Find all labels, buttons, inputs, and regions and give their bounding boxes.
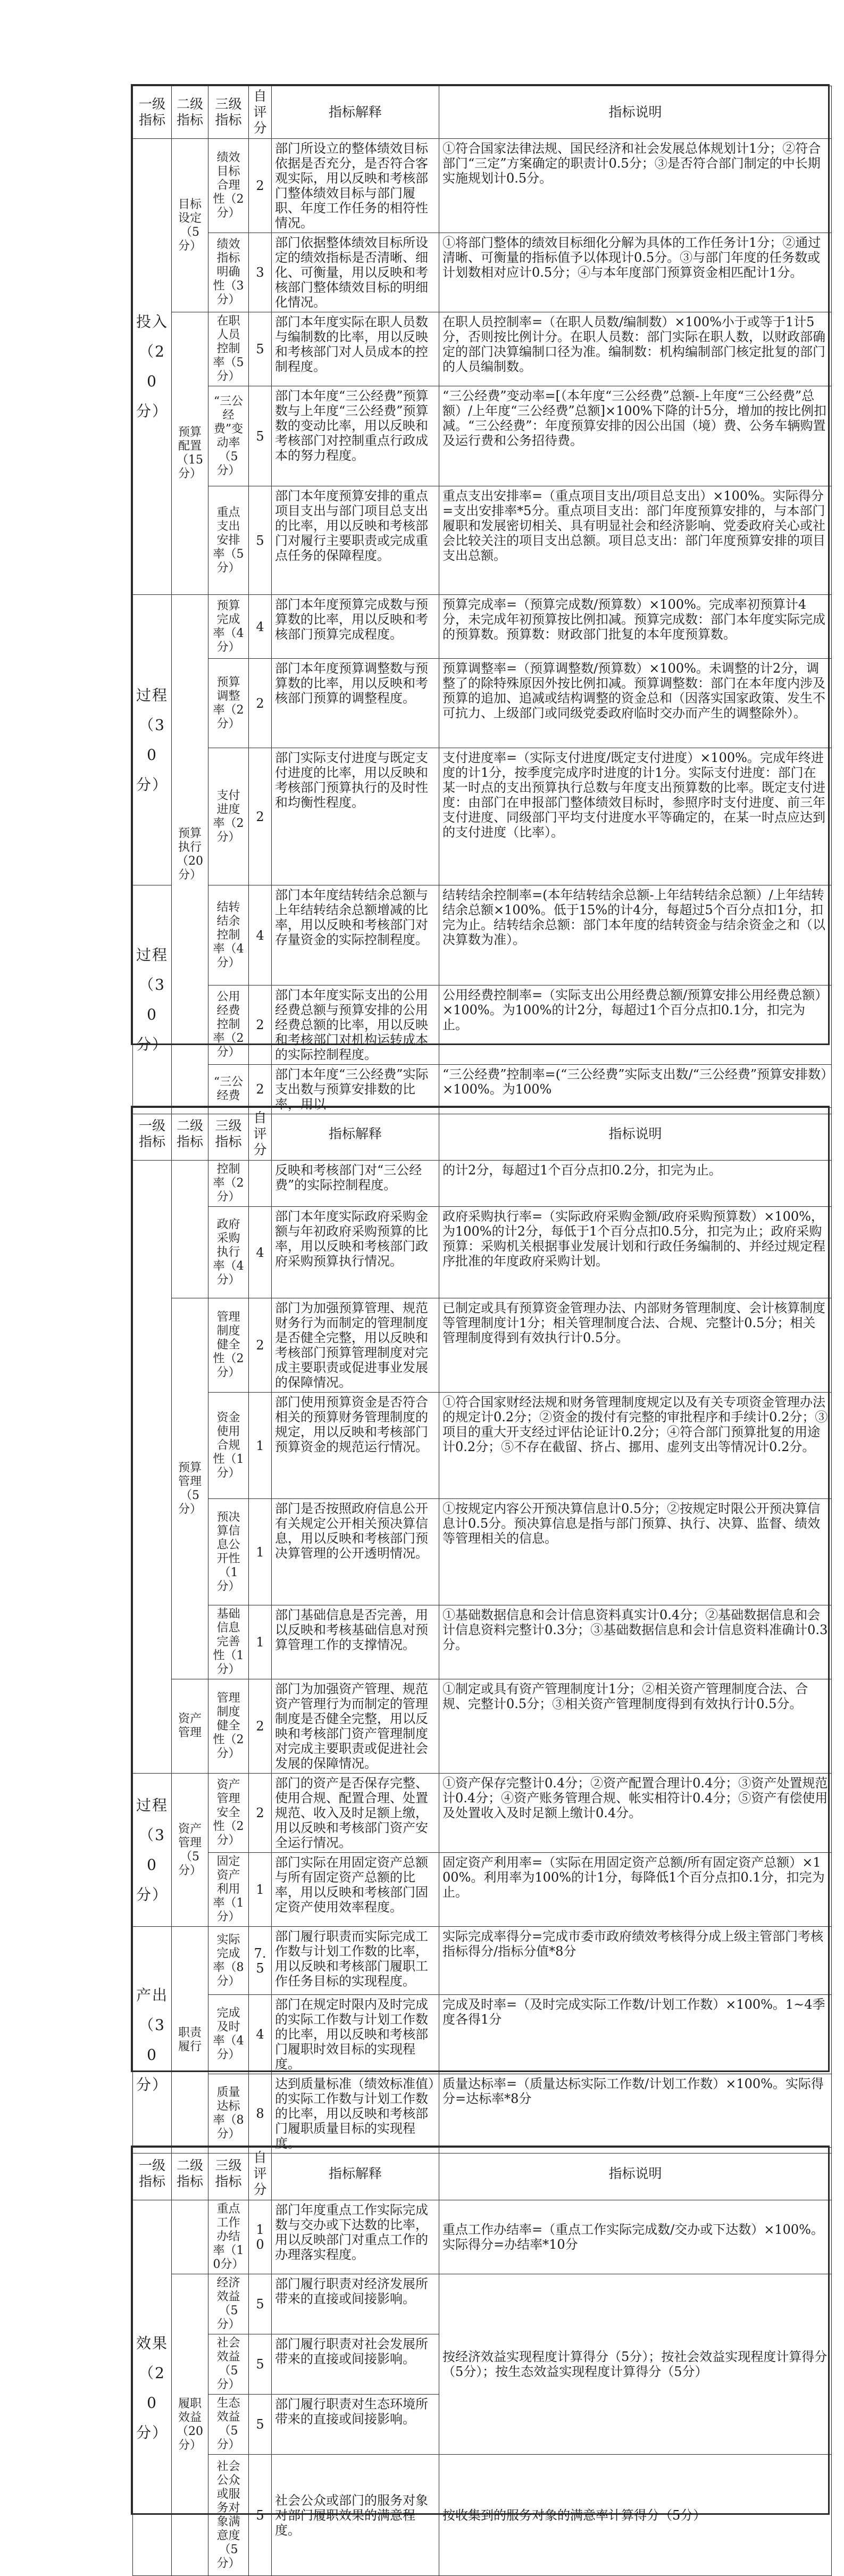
table-row <box>133 1298 832 1393</box>
table-row <box>133 233 832 312</box>
level3-cell: 公用经费控制率（2分） <box>208 985 249 1065</box>
description-cell: ①制定或具有资产管理制度计1分；②相关资产管理制度合法、合规、完整计0.5分；③相关资产管理制度得到有效执行计0.5分。 <box>439 1679 832 1774</box>
table-row <box>133 1927 832 1995</box>
table-row <box>133 985 832 1065</box>
score-cell: 4 <box>249 595 272 659</box>
explanation-cell: 部门本年度“三公经费”预算数与上年度“三公经费”预算数的变动比率，用以反映和考核部门对控制重点行政成本的努力程度。 <box>272 386 439 486</box>
explanation-cell: 部门本年度实际政府采购金额与年初政府采购预算的比率，用以反映和考核部门政府采购预算执行情况。 <box>272 1207 439 1298</box>
header-row <box>133 1108 832 1161</box>
description-cell: 已制定或具有预算资金管理办法、内部财务管理制度、会计核算制度等管理制度计1分；相关管理制度合法、合规、完整计0.5分；相关管理制度得到有效执行计0.5分。 <box>439 1298 832 1393</box>
score-cell: 5 <box>249 2395 272 2455</box>
table-segment-1 <box>131 84 830 1112</box>
table-row <box>133 1499 832 1605</box>
level1-process: 过程（30分） <box>133 1774 172 1927</box>
score-cell: 5 <box>249 486 272 595</box>
level2-empty <box>172 1161 208 1298</box>
score-cell: 7.5 <box>249 1927 272 1995</box>
level2-cell: 预算执行（20分） <box>172 595 208 1114</box>
table-row <box>133 312 832 386</box>
score-cell <box>249 1161 272 1207</box>
level3-cell: 预算调整率（2分） <box>208 659 249 748</box>
header-score: 自评分 <box>249 1108 272 1161</box>
header-level1: 一级指标 <box>133 1108 172 1161</box>
explanation-cell: 部门是否按照政府信息公开有关规定公开相关预决算信息，用以反映和考核部门预决算管理的公开透明情况。 <box>272 1499 439 1605</box>
table-row <box>133 748 832 885</box>
level2-cell: 预算管理（5分） <box>172 1298 208 1679</box>
header-explanation: 指标解释 <box>272 1108 439 1161</box>
score-cell: 5 <box>249 2334 272 2395</box>
description-cell: 实际完成率得分=完成市委市政府绩效考核得分成上级主管部门考核指标得分/指标分值*8分 <box>439 1927 832 1995</box>
table-row <box>133 885 832 985</box>
level2-cell: 资产管理（5分） <box>172 1774 208 1927</box>
level3-cell: 结转结余控制率（4分） <box>208 885 249 985</box>
header-score: 自评分 <box>249 86 272 139</box>
explanation-cell: 部门的资产是否保存完整、使用合规、配置合理、处置规范、收入及时足额上缴，用以反映和考核部门资产安全运行情况。 <box>272 1774 439 1853</box>
description-cell: 固定资产利用率=（实际在用固定资产总额/所有固定资产总额）×100%。利用率为100%的计1分，每降低1个百分点扣0.1分，扣完为止。 <box>439 1853 832 1927</box>
level3-cell: 重点工作办结率（10分） <box>208 2200 249 2274</box>
header-description: 指标说明 <box>439 2148 832 2200</box>
level3-cell: 固定资产利用率（1分） <box>208 1853 249 1927</box>
description-cell: 完成及时率=（及时完成实际工作数/计划工作数）×100%。1~4季度各得1分 <box>439 1995 832 2074</box>
level2-cell: 职责履行 <box>172 1927 208 2153</box>
explanation-cell: 部门年度重点工作实际完成数与交办或下达数的比率，用以反映部门对重点工作的办理落实程度。 <box>272 2200 439 2274</box>
score-cell: 1 <box>249 1499 272 1605</box>
description-cell: 在职人员控制率=（在职人员数/编制数）×100%小于或等于1计5分，否则按比例计分。在职人员数：部门实际在职人数，以财政部确定的部门决算编制口径为准。编制数：机构编制部门核定批复的部门的人员编制数。 <box>439 312 832 386</box>
level3-cell: “三公经费 <box>208 1065 249 1114</box>
description-cell: 重点支出安排率=（重点项目支出/项目总支出）×100%。实际得分=支出安排率*5分。重点项目支出：部门年度预算安排的，与本部门履职和发展密切相关、具有明显社会和经济影响、党委政府关心或社会比较关注的项目支出总额。项目总支出：部门年度预算安排的项目支出总额。 <box>439 486 832 595</box>
table-row <box>133 1774 832 1853</box>
level3-cell: “三公经费”变动率（5分） <box>208 386 249 486</box>
description-cell: 重点工作办结率=（重点工作实际完成数/交办或下达数）×100%。实际得分=办结率*10分 <box>439 2200 832 2274</box>
description-cell: “三公经费”控制率=(“三公经费”实际支出数/“三公经费”预算安排数）×100%。为100% <box>439 1065 832 1114</box>
level1-process: 过程（30分） <box>133 885 172 1114</box>
level3-cell: 预决算信息公开性（1分） <box>208 1499 249 1605</box>
level3-cell: 资产管理安全性（2分） <box>208 1774 249 1853</box>
explanation-cell: 部门为加强预算管理、规范财务行为而制定的管理制度是否健全完整，用以反映和考核部门预算管理制度对完成主要职责或促进事业发展的保障情况。 <box>272 1298 439 1393</box>
table-row <box>133 2074 832 2153</box>
header-level2: 二级指标 <box>172 1108 208 1161</box>
table-row <box>133 2455 832 2576</box>
score-cell: 8 <box>249 2074 272 2153</box>
header-level3: 三级指标 <box>208 1108 249 1161</box>
explanation-cell: 部门履行职责对生态环境所带来的直接或间接影响。 <box>272 2395 439 2455</box>
table-row <box>133 659 832 748</box>
table-row <box>133 1207 832 1298</box>
table-row <box>133 2274 832 2334</box>
level2-cell: 预算配置（15分） <box>172 312 208 595</box>
table-row <box>133 1393 832 1499</box>
header-level3: 三级指标 <box>208 86 249 139</box>
level3-cell: 重点支出安排率（5分） <box>208 486 249 595</box>
score-cell: 2 <box>249 748 272 885</box>
explanation-cell: 反映和考核部门对“三公经费”的实际控制程度。 <box>272 1161 439 1207</box>
score-cell: 2 <box>249 1065 272 1114</box>
header-description: 指标说明 <box>439 86 832 139</box>
score-cell: 4 <box>249 1207 272 1298</box>
level3-cell: 资金使用合规性（1分） <box>208 1393 249 1499</box>
description-cell: 政府采购执行率=（实际政府采购金额/政府采购预算数）×100%，为100%的计2分，每低于1个百分点扣0.5分，扣完为止；政府采购预算：采购机关根据事业发展计划和行政任务编制的、并经过规定程序批准的年度政府采购计划。 <box>439 1207 832 1298</box>
header-row <box>133 2148 832 2200</box>
score-cell: 1 <box>249 1853 272 1927</box>
explanation-cell: 部门履行职责对社会发展所带来的直接或间接影响。 <box>272 2334 439 2395</box>
explanation-cell: 部门基础信息是否完善，用以反映和考核基础信息对预算管理工作的支撑情况。 <box>272 1605 439 1679</box>
explanation-cell: 部门本年度预算完成数与预算数的比率，用以反映和考核部门预算完成程度。 <box>272 595 439 659</box>
level3-cell: 基础信息完善性（1分） <box>208 1605 249 1679</box>
level3-cell: 控制率（2分） <box>208 1161 249 1207</box>
explanation-cell: 部门在规定时限内及时完成的实际工作数与计划工作数的比率，用以反映和考核部门履职时效目标的实现程度。 <box>272 1995 439 2074</box>
level3-cell: 管理制度健全性（2分） <box>208 1298 249 1393</box>
level3-cell: 社会公众或服务对象满意度（5分） <box>208 2455 249 2576</box>
level2-empty <box>172 2200 208 2274</box>
score-cell: 1 <box>249 1605 272 1679</box>
description-cell: 预算调整率=（预算调整数/预算数）×100%。未调整的计2分，调整了的除特殊原因外按比例扣减。预算调整数：部门在本年度内涉及预算的追加、追减或结构调整的资金总和（因落实国家政策、发生不可抗力、上级部门或同级党委政府临时交办而产生的调整除外）。 <box>439 659 832 748</box>
explanation-cell: 部门履行职责而实际完成工作数与计划工作数的比率，用以反映和考核部门履职工作任务目标的实现程度。 <box>272 1927 439 1995</box>
level1-process: 过程（30分） <box>133 595 172 885</box>
level1-output: 产出（30分） <box>133 1927 172 2153</box>
level2-cell: 履职效益（20分） <box>172 2274 208 2576</box>
level3-cell: 生态效益（5分） <box>208 2395 249 2455</box>
level3-cell: 绩效指标明确性（3分） <box>208 233 249 312</box>
level3-cell: 在职人员控制率（5分） <box>208 312 249 386</box>
description-cell: 结转结余控制率=(本年结转结余总额-上年结转结余总额）/上年结转结余总额×100%。低于15%的计4分，每超过5个百分点扣1分，扣完为止。结转结余总额：部门本年度的结转资金与结余资金之和（以决算数为准）。 <box>439 885 832 985</box>
score-cell: 2 <box>249 985 272 1065</box>
explanation-cell: 部门本年度预算安排的重点项目支出与部门项目总支出的比率，用以反映和考核部门对履行主要职责或完成重点任务的保障程度。 <box>272 486 439 595</box>
explanation-cell: 达到质量标准（绩效标准值）的实际工作数与计划工作数的比率，用以反映和考核部门履职质量目标的实现程度。 <box>272 2074 439 2153</box>
explanation-cell: 部门实际支付进度与既定支付进度的比率，用以反映和考核部门预算执行的及时性和均衡性程度。 <box>272 748 439 885</box>
header-score: 自评分 <box>249 2148 272 2200</box>
score-cell: 5 <box>249 2274 272 2334</box>
description-cell: 按收集到的服务对象的满意率计算得分（5分） <box>439 2455 832 2576</box>
level3-cell: 完成及时率（4分） <box>208 1995 249 2074</box>
explanation-cell: 部门本年度结转结余总额与上年结转结余总额增减的比率，用以反映和考核部门对存量资金的实际控制程度。 <box>272 885 439 985</box>
level3-cell: 政府采购执行率（4分） <box>208 1207 249 1298</box>
table-row <box>133 1679 832 1774</box>
table-row <box>133 386 832 486</box>
score-cell: 5 <box>249 386 272 486</box>
explanation-cell: 部门本年度“三公经费”实际支出数与预算安排数的比率，用以 <box>272 1065 439 1114</box>
header-level2: 二级指标 <box>172 2148 208 2200</box>
level3-cell: 经济效益（5分） <box>208 2274 249 2334</box>
explanation-cell: 部门依据整体绩效目标所设定的绩效指标是否清晰、细化、可衡量，用以反映和考核部门整体绩效目标的明细化情况。 <box>272 233 439 312</box>
description-cell: 预算完成率=（预算完成数/预算数）×100%。完成率初预算计4分，未完成年初预算按比例扣减。预算完成数：部门本年度实际完成的预算数。预算数：财政部门批复的本年度预算数。 <box>439 595 832 659</box>
level1-effect: 效果（20分） <box>133 2200 172 2576</box>
description-cell: ①基础数据信息和会计信息资料真实计0.4分；②基础数据信息和会计信息资料完整计0.3分；③基础数据信息和会计信息资料准确计0.3分。 <box>439 1605 832 1679</box>
level1-input: 投入（20分） <box>133 139 172 595</box>
score-cell: 2 <box>249 1679 272 1774</box>
table-row <box>133 139 832 233</box>
table-row <box>133 1995 832 2074</box>
explanation-cell: 社会公众或部门的服务对象对部门履职效果的满意程度。 <box>272 2455 439 2576</box>
description-cell: 按经济效益实现程度计算得分（5分）；按社会效益实现程度计算得分（5分）；按生态效益实现程度计算得分（5分） <box>439 2274 832 2455</box>
level3-cell: 绩效目标合理性（2分） <box>208 139 249 233</box>
level3-cell: 社会效益（5分） <box>208 2334 249 2395</box>
description-cell: ①符合国家法律法规、国民经济和社会发展总体规划计1分；②符合部门“三定”方案确定的职责计0.5分；③是否符合部门制定的中长期实施规划计0.5分。 <box>439 139 832 233</box>
header-level1: 一级指标 <box>133 86 172 139</box>
table-segment-3 <box>131 2146 830 2570</box>
score-cell: 2 <box>249 1298 272 1393</box>
level3-cell: 实际完成率（8分） <box>208 1927 249 1995</box>
description-cell: ①将部门整体的绩效目标细化分解为具体的工作任务计1分；②通过清晰、可衡量的指标值予以体现计0.5分。③与部门年度的任务数或计划数相对应计0.5分；④与本年度部门预算资金相匹配计1分。 <box>439 233 832 312</box>
description-cell: 公用经费控制率=（实际支出公用经费总额/预算安排公用经费总额）×100%。为100%的计2分，每超过1个百分点扣0.1分，扣完为止。 <box>439 985 832 1065</box>
description-cell: 的计2分，每超过1个百分点扣0.2分，扣完为止。 <box>439 1161 832 1207</box>
score-cell: 4 <box>249 885 272 985</box>
level3-cell: 质量达标率（8分） <box>208 2074 249 2153</box>
description-cell: ①按规定内容公开预决算信息计0.5分；②按规定时限公开预决算信息计0.5分。预决算信息是指与部门预算、执行、决算、监督、绩效等管理相关的信息。 <box>439 1499 832 1605</box>
table-row <box>133 2200 832 2274</box>
description-cell: ①符合国家财经法规和财务管理制度规定以及有关专项资金管理办法的规定计0.2分；②资金的拨付有完整的审批程序和手续计0.2分；③项目的重大开支经过评估论证计0.2分；④符合部门预算批复的用途计0.2分；⑤不存在截留、挤占、挪用、虚列支出等情况计0.2分。 <box>439 1393 832 1499</box>
header-row <box>133 86 832 139</box>
explanation-cell: 部门为加强资产管理、规范资产管理行为而制定的管理制度是否健全完整，用以反映和考核部门资产管理制度对完成主要职责或促进社会发展的保障情况。 <box>272 1679 439 1774</box>
description-cell: 质量达标率=（质量达标实际工作数/计划工作数）×100%。实际得分=达标率*8分 <box>439 2074 832 2153</box>
description-cell: ①资产保存完整计0.4分；②资产配置合理计0.4分；③资产处置规范计0.4分；④资产账务管理合规、帐实相符计0.4分；⑤资产有偿使用及处置收入及时足额上缴计0.4分。 <box>439 1774 832 1853</box>
header-level1: 一级指标 <box>133 2148 172 2200</box>
header-description: 指标说明 <box>439 1108 832 1161</box>
explanation-cell: 部门本年度实际支出的公用经费总额与预算安排的公用经费总额的比率，用以反映和考核部门对机构运转成本的实际控制程度。 <box>272 985 439 1065</box>
table-row <box>133 486 832 595</box>
header-level2: 二级指标 <box>172 86 208 139</box>
description-cell: “三公经费”变动率=[（本年度“三公经费”总额-上年度“三公经费”总额）/上年度“三公经费”总额]×100%下降的计5分，增加的按比例扣减。“三公经费”：年度预算安排的因公出国（境）费、公务车辆购置及运行费和公务招待费。 <box>439 386 832 486</box>
score-cell: 2 <box>249 139 272 233</box>
level3-cell: 支付进度率（2分） <box>208 748 249 885</box>
table-row <box>133 1605 832 1679</box>
level2-cell: 资产管理 <box>172 1679 208 1774</box>
explanation-cell: 部门所设立的整体绩效目标依据是否充分，是否符合客观实际，用以反映和考核部门整体绩效目标与部门履职、年度工作任务的相符性情况。 <box>272 139 439 233</box>
score-cell: 5 <box>249 312 272 386</box>
score-cell: 3 <box>249 233 272 312</box>
table-row <box>133 1853 832 1927</box>
table-row <box>133 1161 832 1207</box>
header-level3: 三级指标 <box>208 2148 249 2200</box>
level2-cell: 目标设定（5分） <box>172 139 208 312</box>
explanation-cell: 部门本年度实际在职人员数与编制数的比率，用以反映和考核部门对人员成本的控制程度。 <box>272 312 439 386</box>
score-cell: 1 <box>249 1393 272 1499</box>
description-cell: 支付进度率=（实际支付进度/既定支付进度）×100%。完成年终进度的计1分，按季度完成序时进度的计1分。实际支付进度：部门在某一时点的支出预算执行总数与年度支出预算数的比率。既定支付进度：由部门在申报部门整体绩效目标时，参照序时支付进度、前三年支付进度、同级部门平均支付进度水平等确定的，在某一时点应达到的支付进度（比率）。 <box>439 748 832 885</box>
score-cell: 5 <box>249 2455 272 2576</box>
score-cell: 2 <box>249 1774 272 1853</box>
table-row <box>133 595 832 659</box>
score-cell: 2 <box>249 659 272 748</box>
score-cell: 10 <box>249 2200 272 2274</box>
level3-cell: 管理制度健全性（2分） <box>208 1679 249 1774</box>
level1-empty <box>133 1161 172 1774</box>
header-explanation: 指标解释 <box>272 86 439 139</box>
explanation-cell: 部门使用预算资金是否符合相关的预算财务管理制度的规定，用以反映和考核部门预算资金的规范运行情况。 <box>272 1393 439 1499</box>
explanation-cell: 部门本年度预算调整数与预算数的比率，用以反映和考核部门预算的调整程度。 <box>272 659 439 748</box>
level3-cell: 预算完成率（4分） <box>208 595 249 659</box>
table-segment-2 <box>131 1106 830 2151</box>
score-cell: 4 <box>249 1995 272 2074</box>
explanation-cell: 部门履行职责对经济发展所带来的直接或间接影响。 <box>272 2274 439 2334</box>
header-explanation: 指标解释 <box>272 2148 439 2200</box>
explanation-cell: 部门实际在用固定资产总额与所有固定资产总额的比率，用以反映和考核部门固定资产使用效率程度。 <box>272 1853 439 1927</box>
